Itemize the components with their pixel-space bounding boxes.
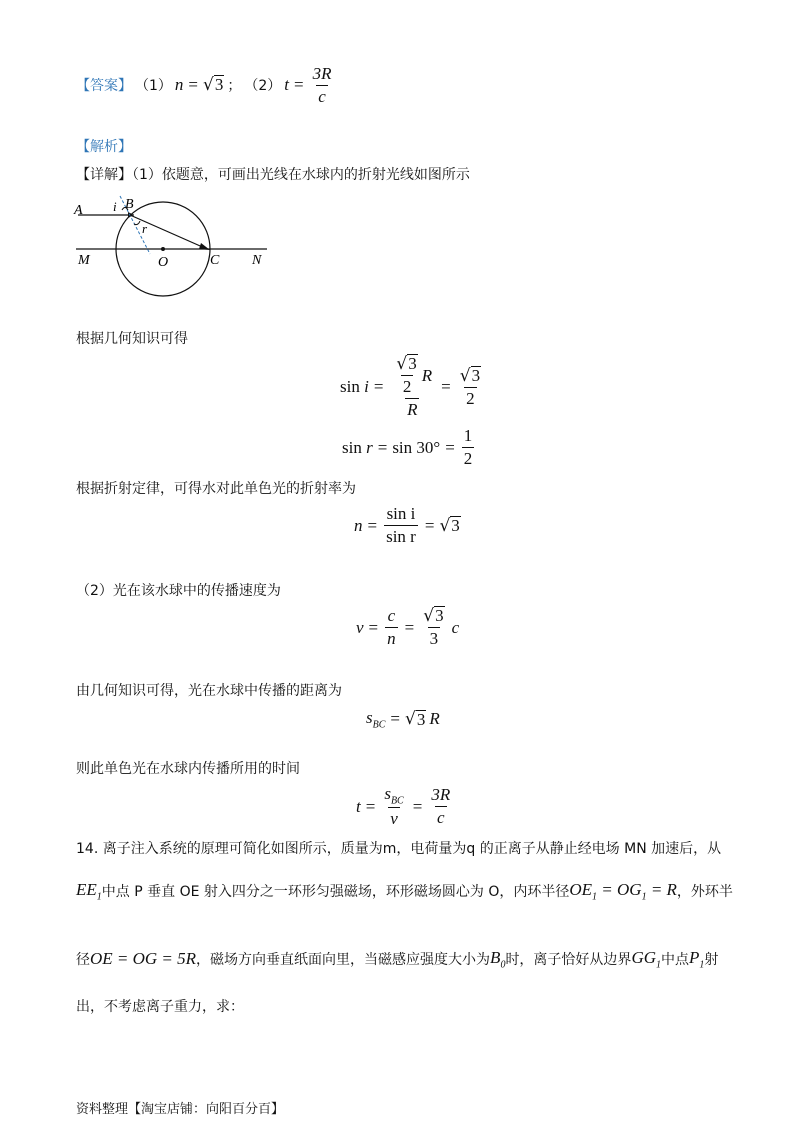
denominator: R (407, 400, 418, 419)
analysis-tag: 【解析】 (76, 139, 132, 155)
denominator: v (390, 809, 398, 829)
answer-part2-label: （2） (244, 78, 282, 94)
EE1 (76, 880, 102, 902)
equals-sign: = (445, 437, 455, 457)
text-part2: （2）光在该水球中的传播速度为 (76, 583, 281, 599)
sin-i-lhs: sin i (340, 377, 369, 396)
fraction-1-over-2 (462, 426, 475, 469)
equals-sign: = (377, 437, 388, 457)
equals-sign: = (365, 796, 376, 816)
refraction-figure (70, 188, 275, 303)
problem14-text: 中点 (661, 952, 689, 969)
sqrt-3: √ 3 (423, 606, 444, 626)
sqrt-3: √ 3 (439, 515, 460, 536)
n-symbol: n (354, 515, 363, 535)
equals-sign: = (294, 75, 304, 94)
answer-tag: 【答案】 (76, 78, 132, 94)
R-symbol: R (429, 709, 440, 729)
fraction-sin-i-over-sin-r (384, 504, 418, 547)
GG1 (631, 948, 661, 970)
numerator: c (387, 606, 396, 625)
radicand: 3 (416, 709, 426, 729)
radicand: 3 (435, 606, 444, 626)
denominator: 3 (429, 629, 439, 648)
sqrt-3: √ 3 (459, 365, 481, 386)
answer-line (76, 62, 336, 108)
GG-symbol: GG (631, 948, 656, 967)
problem14-line1: 14. 离子注入系统的原理可简化如图所示，质量为m，电荷量为q 的正离子从静止经电场 MN 加速后，从 (76, 841, 722, 857)
label-A: A (74, 203, 83, 218)
sqrt-3: √ 3 (396, 354, 417, 374)
B-symbol: B (490, 948, 501, 967)
subscript: 1 (592, 891, 598, 903)
equals-sign: = (404, 617, 415, 637)
fraction-sBC-over-v (382, 784, 405, 829)
footer: 资料整理【淘宝店铺：向阳百分百】 (76, 1102, 285, 1117)
equation-n (354, 504, 461, 547)
P-symbol: P (689, 948, 700, 967)
P1 (689, 948, 704, 970)
denominator: sin r (386, 527, 416, 546)
text-distance: 由几何知识可得，光在水球中传播的距离为 (76, 683, 342, 699)
equation-sin-i (340, 354, 485, 420)
subscript: 1 (699, 959, 705, 971)
label-M: M (78, 253, 90, 268)
detail-line (76, 164, 470, 184)
numerator: 3R (431, 785, 451, 805)
answer-part1-label: （1） (135, 78, 172, 94)
problem14-text: 中点 P 垂直 OE 射入四分之一环形匀强磁场，环形磁场圆心为 O，内环半径 (101, 884, 570, 901)
OE-symbol: OE (569, 880, 593, 899)
outer-radius-equation: OE = OG = 5R (90, 949, 197, 969)
label-C: C (210, 253, 220, 268)
numerator (390, 354, 434, 398)
radicand: 3 (471, 365, 481, 385)
subscript: 1 (96, 891, 102, 903)
problem14-text: ，外环半 (676, 884, 733, 901)
problem14-text: ，磁场方向垂直纸面向里，当磁感应强度大小为 (196, 952, 491, 969)
sin-30: sin 30° (392, 437, 441, 457)
problem14-line2 (76, 880, 733, 902)
label-O: O (158, 255, 169, 270)
fraction-sqrt3-over-2-R-over-R (390, 354, 434, 420)
equals-sign: = (373, 377, 384, 396)
equals-sign: = (188, 75, 199, 94)
s-symbol: s (384, 784, 391, 803)
problem14-line4: 出，不考虑离子重力，求： (76, 999, 244, 1015)
equation-sin-r (342, 426, 476, 469)
c-symbol: c (451, 617, 460, 637)
fraction-sqrt3-over-2 (458, 366, 483, 409)
angle-r-arc (134, 221, 140, 225)
separator: ； (227, 78, 242, 94)
equation-v (356, 606, 459, 649)
radicand: 3 (451, 515, 460, 535)
R-symbol: = R (646, 880, 677, 899)
text-geometry: 根据几何知识可得 (76, 331, 188, 347)
detail-text: （1）依题意，可画出光线在水球内的折射光线如图所示 (132, 167, 470, 183)
label-i: i (113, 199, 117, 214)
sqrt-3: √ 3 (405, 709, 426, 730)
denominator: c (318, 86, 326, 106)
problem14-text: 径 (76, 952, 90, 969)
numerator: sin i (386, 504, 416, 523)
radicand: 3 (214, 75, 224, 95)
fraction-3R-over-c (429, 785, 452, 828)
radius-equation (569, 880, 677, 902)
inner-fraction (394, 354, 419, 397)
numerator: 1 (463, 426, 473, 445)
problem14-text: 射 (704, 952, 719, 969)
text-time: 则此单色光在水球内传播所用的时间 (76, 761, 300, 777)
label-B: B (125, 197, 134, 212)
s-BC (366, 708, 385, 730)
sqrt-3: √ 3 (203, 75, 224, 95)
v-symbol: v (356, 617, 364, 637)
subscript: 1 (656, 959, 661, 971)
radicand: 3 (408, 354, 417, 374)
answer-n: n (174, 75, 184, 94)
fraction-sqrt3-over-3 (421, 606, 446, 649)
label-N: N (252, 253, 262, 268)
subscript-BC: BC (372, 719, 386, 731)
numerator: 3R (312, 63, 332, 83)
fraction-3R-over-c (311, 64, 334, 107)
label-r: r (142, 221, 148, 236)
B0 (490, 948, 505, 970)
subscript: 0 (500, 959, 506, 971)
fraction-c-over-n (385, 606, 398, 649)
sin-r-lhs: sin r (342, 437, 373, 457)
denominator: 2 (402, 377, 412, 396)
equals-sign: = (441, 377, 451, 396)
OG-symbol: = OG (597, 880, 642, 899)
denominator: 2 (463, 449, 473, 468)
equation-t (356, 784, 454, 829)
center-point-O (161, 247, 165, 251)
refracted-arrow (199, 243, 210, 250)
equals-sign: = (368, 617, 379, 637)
problem14-line3 (76, 948, 718, 970)
subscript: 1 (641, 891, 647, 903)
equals-sign: = (412, 796, 423, 816)
detail-tag: 【详解】 (76, 167, 132, 183)
R-symbol: R (421, 365, 433, 385)
denominator: c (437, 808, 445, 828)
denominator: 2 (466, 388, 475, 408)
problem14-text: 时，离子恰好从边界 (505, 952, 632, 969)
numerator (382, 784, 405, 807)
text-refraction: 根据折射定律，可得水对此单色光的折射率为 (76, 481, 356, 497)
t-symbol: t (356, 796, 361, 816)
equals-sign: = (424, 515, 435, 535)
equals-sign: = (390, 709, 400, 729)
answer-t: t (284, 75, 290, 94)
subscript-BC: BC (390, 795, 404, 807)
equals-sign: = (367, 515, 378, 535)
denominator: n (387, 629, 396, 648)
EE-symbol: EE (76, 880, 97, 899)
equation-s (366, 708, 440, 730)
s-symbol: s (366, 708, 373, 727)
